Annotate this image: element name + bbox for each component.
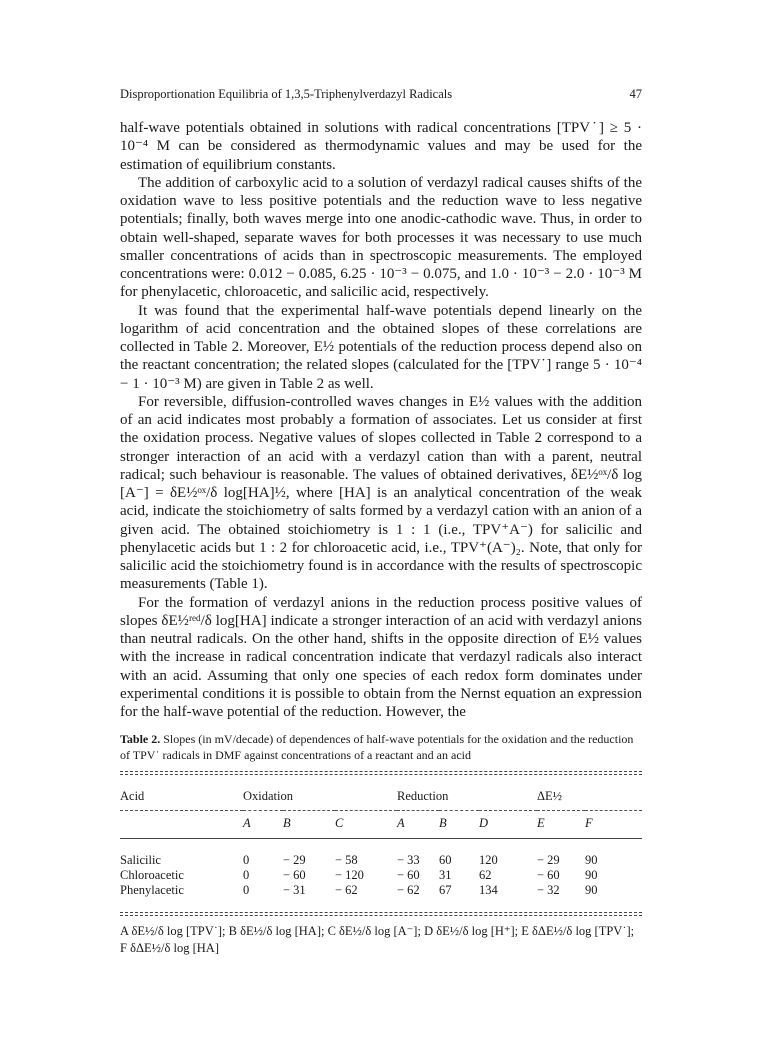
paragraph: For reversible, diffusion-controlled waves changes in E½ values with the addition of an acid indicates most probably a formation of associates. Let us consider at first the oxidation process. Negative values of slopes collected in Table 2 correspond to a stronger interaction of an acid with a verdazyl cation than with a parent, neutral radical; such behaviour is reasonable. The values of obtained derivatives, δE½ᵒˣ/δ log [A⁻] = δE½ᵒˣ/δ log[HA]½, where [HA] is an analytical concentration of the weak acid, indicate the stoichiometry of salts formed by a verdazyl cation with an anion of a given acid. The obtained stoichiometry is 1 : 1 (i.e., TPV⁺A⁻) for salicilic and phenylacetic acids but 1 : 2 for chloroacetic acid, i.e., TPV⁺(A⁻)₂. Note, that only for salicilic acid the stoichiometry found is in accordance with the results of spectroscopic measurements (Table 1).	[120, 393, 642, 593]
cell: − 33	[397, 853, 420, 867]
subheader-f: F	[585, 816, 593, 830]
header-reduction: Reduction	[397, 789, 449, 803]
paragraph: For the formation of verdazyl anions in the reduction process positive values of slopes δE½ʳᵉᵈ/δ log[HA] indicate a stronger interaction of an acid with verdazyl anions than neutral radicals. On the other hand, shifts in the opposite direction of E½ values with the increase in radical concentration indicate that verdazyl radicals also interact with an acid. Assuming that only one species of each redox form dominates under experimental conditions it is possible to obtain from the Nernst equation an expression for the half-wave potential of the reduction. However, the	[120, 594, 642, 720]
cell: − 60	[397, 868, 420, 882]
table-group-header-row	[120, 789, 642, 804]
cell: 60	[439, 853, 452, 867]
row-acid: Chloroacetic	[120, 868, 184, 882]
subheader-a: A	[397, 816, 405, 830]
header-acid: Acid	[120, 789, 145, 803]
table-caption	[120, 731, 642, 763]
cell: − 120	[335, 868, 364, 882]
cell: 90	[585, 853, 598, 867]
table-bottom-rule	[120, 912, 642, 913]
table-caption-text: Slopes (in mV/decade) of dependences of half-wave potentials for the oxidation and the reduction of TPV˙ radicals in DMF against concentrations of a reactant and an acid	[120, 732, 634, 762]
cell: − 32	[537, 883, 560, 897]
header-delta-e: ΔE½	[537, 789, 563, 803]
subheader-a: A	[243, 816, 251, 830]
subheader-b: B	[439, 816, 447, 830]
subheader-c: C	[335, 816, 344, 830]
paragraph: It was found that the experimental half-wave potentials depend linearly on the logarithm of acid concentration and the obtained slopes of these correlations are collected in Table 2. Moreover, E½ potentials of the reduction process depend also on the reactant concentration; the related slopes (calculated for the [TPV˙] range 5 · 10⁻⁴ − 1 · 10⁻³ M) are given in Table 2 as well.	[120, 302, 642, 392]
table-row	[120, 868, 642, 883]
page-content	[120, 86, 642, 721]
table-row	[120, 853, 642, 868]
cell: 0	[243, 868, 250, 882]
cell: − 31	[283, 883, 306, 897]
cell: 67	[439, 883, 452, 897]
cell: 134	[479, 883, 498, 897]
cell: − 58	[335, 853, 358, 867]
cell: − 60	[537, 868, 560, 882]
table-sub-header-row	[120, 811, 642, 832]
row-acid: Phenylacetic	[120, 883, 184, 897]
cell: − 29	[283, 853, 306, 867]
paragraph: The addition of carboxylic acid to a solution of verdazyl radical causes shifts of the oxidation wave to less positive potentials and the reduction wave to less negative potentials; finally, both waves merge into one anodic-cathodic wave. Thus, in order to obtain well-shaped, separate waves for both processes it was necessary to use much smaller concentrations of acids than in spectroscopic measurements. The employed concentrations were: 0.012 − 0.085, 6.25 · 10⁻³ − 0.075, and 1.0 · 10⁻³ − 2.0 · 10⁻³ M for phenylacetic, chloroacetic, and salicilic acid, respectively.	[120, 174, 642, 301]
table-caption-label: Table 2.	[120, 732, 161, 746]
table-footnote: A δE½/δ log [TPV˙]; B δE½/δ log [HA]; C δE½/δ log [A⁻]; D δE½/δ log [H⁺]; E δΔE½/δ log [TPV˙]; F δΔE½/δ log [HA]	[120, 924, 635, 955]
cell: 62	[479, 868, 492, 882]
table-top-rule-2	[120, 774, 642, 775]
cell: 120	[479, 853, 498, 867]
row-acid: Salicilic	[120, 853, 161, 867]
cell: 31	[439, 868, 452, 882]
page-number: 47	[629, 87, 642, 101]
cell: 90	[585, 868, 598, 882]
cell: − 60	[283, 868, 306, 882]
cell: − 62	[335, 883, 358, 897]
cell: 0	[243, 883, 250, 897]
table-top-rule	[120, 771, 642, 772]
table-bottom-rule-2	[120, 915, 642, 916]
cell: 0	[243, 853, 250, 867]
subheader-d: D	[479, 816, 489, 830]
body-text	[120, 119, 642, 721]
subheader-b: B	[283, 816, 291, 830]
running-head	[120, 86, 642, 102]
table-2	[120, 731, 642, 956]
running-title: Disproportionation Equilibria of 1,3,5-Triphenylverdazyl Radicals	[120, 87, 453, 101]
slopes-table	[120, 789, 642, 898]
cell: − 62	[397, 883, 420, 897]
header-oxidation: Oxidation	[243, 789, 293, 803]
cell: − 29	[537, 853, 560, 867]
table-row	[120, 883, 642, 898]
paragraph: half-wave potentials obtained in solutions with radical concentrations [TPV˙] ≥ 5 · 10⁻⁴ M can be considered as thermodynamic values and may be used for the estimation of equilibrium constants.	[120, 120, 642, 173]
cell: 90	[585, 883, 598, 897]
subheader-e: E	[537, 816, 545, 830]
